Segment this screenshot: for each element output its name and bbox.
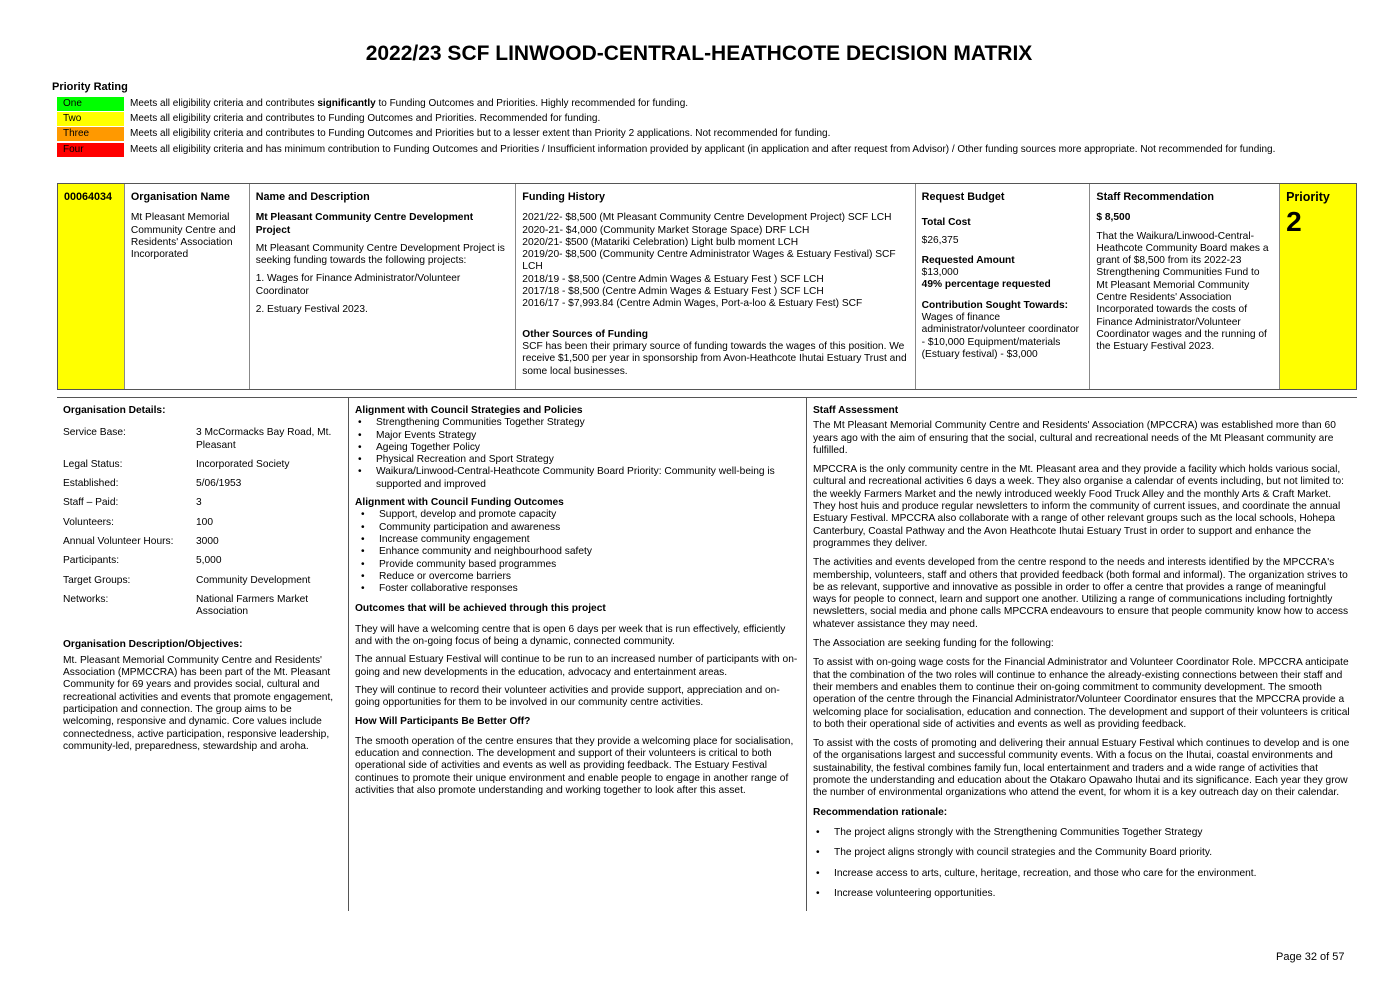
staff-recommended-amount: $ 8,500 xyxy=(1096,212,1131,224)
funding-history-item: 2018/19 - $8,500 (Centre Admin Wages & Estuary Fest ) SCF LCH xyxy=(522,273,824,285)
staff-recommendation-header: Staff Recommendation xyxy=(1096,191,1214,203)
funding-history-header: Funding History xyxy=(522,191,606,203)
application-summary-table xyxy=(57,183,1357,390)
other-sources-header: Other Sources of Funding xyxy=(522,328,648,340)
priority-rating-label: Priority Rating xyxy=(52,81,128,93)
funding-history-list xyxy=(522,212,908,310)
outcome-paragraph: They will continue to record their volunteer activities and provide support, appreciation and on-going opportunities for them to be involved in our community centre activities. xyxy=(355,684,780,709)
list-item: • Increase volunteering opportunities. xyxy=(813,888,1351,900)
priority-swatch-three: Three xyxy=(57,127,124,141)
assessment-paragraph: The Association are seeking funding for the following: xyxy=(813,638,1054,650)
priority-swatch-four: Four xyxy=(57,143,124,157)
better-off-text: The smooth operation of the centre ensures that they provide a welcoming place for socialisation, education and connection. The development and support of their volunteers is critical to both operational side of activities and events as well as providing feedback. The Estuary Festival continues to promote their unique environment and enable people to engage in another range of activities that also promote understanding and working together to look after this asset. xyxy=(355,735,794,797)
priority-header: Priority xyxy=(1286,190,1330,204)
request-budget-header: Request Budget xyxy=(921,191,1005,203)
organisation-name-cell xyxy=(125,184,250,389)
list-item: • Increase community engagement xyxy=(358,534,800,546)
rationale-header: Recommendation rationale: xyxy=(813,806,948,818)
rationale-list xyxy=(813,827,1351,900)
priority-value: 2 xyxy=(1286,206,1302,238)
application-id: 00064034 xyxy=(64,191,113,203)
list-item: • Foster collaborative responses xyxy=(358,583,800,595)
assessment-paragraph: The Mt Pleasant Memorial Community Centre and Residents' Association (MPCCRA) was established more than 60 years ago with the aim of ensuring that the social, cultural and recreational needs of the Mt Pleasant community are fulfilled. xyxy=(813,420,1336,456)
list-item: • Reduce or overcome barriers xyxy=(358,571,800,583)
staff-assessment-column xyxy=(806,398,1357,911)
detail-row: Service Base: 3 McCormacks Bay Road, Mt. Pleasant xyxy=(63,427,332,451)
strategies-header: Alignment with Council Strategies and Policies xyxy=(355,405,583,416)
detail-section xyxy=(57,397,1357,911)
detail-row: Annual Volunteer Hours: 3000 xyxy=(63,536,219,548)
staff-recommendation-cell xyxy=(1090,184,1280,389)
name-description-header: Name and Description xyxy=(255,191,370,203)
organisation-details-header: Organisation Details: xyxy=(63,405,166,416)
detail-row: Networks: National Farmers Market Association xyxy=(63,593,309,618)
project-item-2: 2. Estuary Festival 2023. xyxy=(255,304,368,316)
staff-recommendation-text: That the Waikura/Linwood-Central-Heathcote Community Board makes a grant of $8,500 from its 2022-23 Strengthening Communities Fund to Mt Pleasant Memorial Community Centre Residents' Association Incorporated towards the costs of Finance Administrator/Volunteer Coordinator wages and the running of the Estuary Festival 2023. xyxy=(1096,230,1269,353)
other-sources-text: SCF has been their primary source of funding towards the wages of this position. We receive $1,500 per year in sponsorship from Avon-Heathcote Ihutai Estuary Trust and some local businesses. xyxy=(522,340,907,377)
staff-assessment-header: Staff Assessment xyxy=(813,405,899,416)
contribution-label: Contribution Sought Towards: xyxy=(921,299,1069,311)
detail-row: Staff – Paid: 3 xyxy=(63,497,202,509)
list-item: • The project aligns strongly with the Strengthening Communities Together Strategy xyxy=(813,827,1351,839)
alignment-column xyxy=(348,398,806,911)
page-title: 2022/23 SCF LINWOOD-CENTRAL-HEATHCOTE DECISION MATRIX xyxy=(365,42,1033,65)
funding-history-item: 2021/22- $8,500 (Mt Pleasant Community Centre Development Project) SCF LCH xyxy=(522,212,892,224)
detail-row: Participants: 5,000 xyxy=(63,555,222,567)
page-number: Page 32 of 57 xyxy=(1276,951,1345,963)
priority-swatch-one: One xyxy=(57,97,124,111)
funding-history-item: 2020-21- $4,000 (Community Market Storage Space) DRF LCH xyxy=(522,224,810,236)
assessment-paragraph: MPCCRA is the only community centre in the Mt. Pleasant area and they provide a facility which holds various social, cultural and recreational activities 6 days a week. They also organise a calendar of events including, but not limited to: the weekly Farmers Market and the newly introduced weekly Food Truck Alley and the monthly Arts & Craft Market. They host huis and produce regular newsletters to inform the community of current issues, and coordinate the annual Estuary Festival. MPCCRA also collaborate with a range of other relevant groups such as the local schools, Hohepa Canterbury, Coastal Pathway and the Avon Heathcote Ihutai Estuary Trust in order to support and enhance the programmes they deliver. xyxy=(813,464,1344,549)
application-id-cell xyxy=(58,184,125,389)
funding-history-item: 2019/20- $8,500 (Community Centre Administrator Wages & Estuary Festival) SCF LCH xyxy=(522,249,896,273)
organisation-details-column xyxy=(57,398,348,911)
assessment-paragraph: The activities and events developed from the centre respond to the needs and interests identified by the MPCCRA's membership, volunteers, staff and others that provided feedback (both formal and informal). The organization strives to be as relevant, supportive and innovative as possible in order to offer a centre that provides a range of meaningful ways for people to connect, learn and support one another. Utilizing a range of communications including fortnightly newsletters, social media and phone calls MPCCRA endeavours to ensure that people community know how to access whatever assistance they may need. xyxy=(813,557,1349,630)
list-item: • Physical Recreation and Sport Strategy xyxy=(355,454,800,466)
project-item-1: 1. Wages for Finance Administrator/Volunteer Coordinator xyxy=(255,273,461,297)
priority-desc-two: Meets all eligibility criteria and contributes to Funding Outcomes and Priorities. Recommended for funding. xyxy=(130,113,601,124)
list-item: • Provide community based programmes xyxy=(358,559,800,571)
priority-desc-three: Meets all eligibility criteria and contributes to Funding Outcomes and Priorities but to a lesser extent than Priority 2 applications. Not recommended for funding. xyxy=(130,128,831,139)
detail-row: Volunteers: 100 xyxy=(63,516,213,528)
list-item: • Support, develop and promote capacity xyxy=(358,509,800,521)
list-item: • Waikura/Linwood-Central-Heathcote Community Board Priority: Community well-being is supported and improved xyxy=(355,466,800,491)
funding-history-item: 2016/17 - $7,993.84 (Centre Admin Wages, Port-a-loo & Estuary Fest) SCF xyxy=(522,298,863,310)
organisation-description: Mt. Pleasant Memorial Community Centre and Residents' Association (MPMCCRA) has been part of the Mt. Pleasant Community for 69 years and provides social, cultural and recreational activities and events that promote engagement, participation and connection. The group aims to be welcoming, responsive and dynamic. Core values include connectedness, active participation, responsive leadership, community-led, preparedness, stewardship and aroha. xyxy=(63,654,334,752)
better-off-header: How Will Participants Be Better Off? xyxy=(355,715,531,727)
list-item: • Community participation and awareness xyxy=(358,522,800,534)
list-item: • Ageing Together Policy xyxy=(355,442,800,454)
funding-history-item: 2017/18 - $8,500 (Centre Admin Wages & Estuary Fest ) SCF LCH xyxy=(522,286,824,298)
funding-history-cell xyxy=(516,184,915,389)
organisation-name: Mt Pleasant Memorial Community Centre and Residents' Association Incorporated xyxy=(130,212,236,261)
detail-row: Legal Status: Incorporated Society xyxy=(63,458,290,470)
list-item: • Increase access to arts, culture, heritage, recreation, and those who care for the environment. xyxy=(813,868,1351,880)
requested-amount-label: Requested Amount xyxy=(921,254,1015,266)
list-item: • Major Events Strategy xyxy=(355,430,800,442)
strategies-list xyxy=(355,417,800,491)
detail-row: Target Groups: Community Development xyxy=(63,574,311,586)
total-cost-value: $26,375 xyxy=(921,234,959,246)
funding-outcomes-header: Alignment with Council Funding Outcomes xyxy=(355,497,564,509)
project-name: Mt Pleasant Community Centre Development Project xyxy=(255,212,474,236)
list-item: • Strengthening Communities Together Strategy xyxy=(355,417,800,429)
list-item: • The project aligns strongly with council strategies and the Community Board priority. xyxy=(813,847,1351,859)
outcome-paragraph: They will have a welcoming centre that is open 6 days per week that is run effectively, efficiently and with the on-going focus of being a dynamic, connected community. xyxy=(355,623,786,648)
contribution-text: Wages of finance administrator/volunteer coordinator - $10,000 Equipment/materials (Estuary festival) - $3,000 xyxy=(921,312,1080,360)
list-item: • Enhance community and neighbourhood safety xyxy=(358,546,800,558)
priority-cell xyxy=(1280,184,1356,389)
assessment-paragraph: To assist with on-going wage costs for the Financial Administrator and Volunteer Coordinator Role. MPCCRA anticipate that the combination of the two roles will continue to enhance the already-existing connections between their staff and their members and enables them to continue their on-going commitment to community development. The smooth operation of the centre through the Financial Administrator/Volunteer Coordinator ensures that the MPCCRA provide a welcoming place for socialisation, education and connection. The development and support of their volunteers is critical to both their operational side of activities and events as well as providing feedback. xyxy=(813,657,1350,730)
detail-row: Established: 5/06/1953 xyxy=(63,478,242,490)
priority-swatch-two: Two xyxy=(57,112,124,126)
priority-desc-four: Meets all eligibility criteria and has minimum contribution to Funding Outcomes and Priorities / Insufficient information provided by applicant (in application and after request from Advisor) / Other funding sources more appropriate. Not recommended for funding. xyxy=(130,144,1276,155)
priority-desc-one: Meets all eligibility criteria and contributes significantly to Funding Outcomes and Priorities. Highly recommended for funding. xyxy=(130,98,689,109)
outcomes-achieved-header: Outcomes that will be achieved through this project xyxy=(355,603,606,615)
assessment-paragraph: To assist with the costs of promoting and delivering their annual Estuary Festival which continues to develop and is one of the organisations largest and successful community events. With a focus on the Ihutai, coastal environments and sustainability, the festival combines family fun, local entertainment and traders and a wide range of activities that promote the understanding and education about the Otakaro Opawaho Ihutai and its significance. Each year they grow the number of environmental organizations who attend the event, for whom it is a key outreach day on their calendar. xyxy=(813,738,1350,799)
organisation-description-header: Organisation Description/Objectives: xyxy=(63,638,243,650)
request-budget-cell xyxy=(916,184,1091,389)
project-description: Mt Pleasant Community Centre Development Project is seeking funding towards the following projects: xyxy=(255,242,505,267)
total-cost-label: Total Cost xyxy=(921,217,971,229)
organisation-name-header: Organisation Name xyxy=(130,191,230,203)
outcome-paragraph: The annual Estuary Festival will continue to be run to an increased number of participants with on-going and new developments in the education, advocacy and entertainment areas. xyxy=(355,654,798,678)
name-description-cell xyxy=(250,184,517,389)
funding-history-item: 2020/21- $500 (Matariki Celebration) Light bulb moment LCH xyxy=(522,236,799,248)
percentage-requested: 49% percentage requested xyxy=(921,279,1051,291)
requested-amount-value: $13,000 xyxy=(921,267,959,279)
funding-outcomes-list xyxy=(355,509,800,595)
